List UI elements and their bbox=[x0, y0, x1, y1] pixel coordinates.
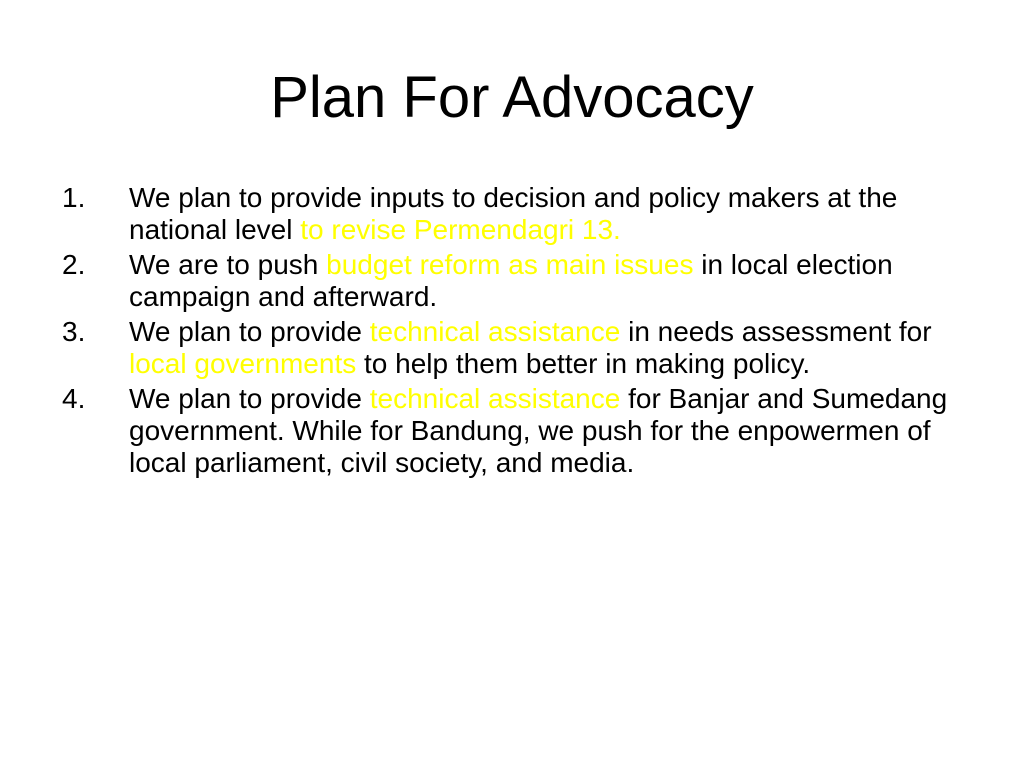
text-segment: in local election campaign and afterward. bbox=[129, 249, 893, 312]
item-text bbox=[129, 182, 897, 245]
text-segment: to help them better in making policy. bbox=[356, 348, 811, 379]
highlighted-text-segment: budget reform as main issues bbox=[326, 249, 694, 280]
highlighted-text-segment: technical assistance bbox=[369, 383, 621, 414]
text-segment: for Banjar and Sumedang government. While for Bandung, we push for the enpowermen of local parliament, civil society, and media. bbox=[129, 383, 948, 478]
item-number: 1. bbox=[62, 182, 86, 213]
text-segment: We plan to provide bbox=[129, 316, 370, 347]
advocacy-plan-list bbox=[62, 182, 982, 482]
item-number: 2. bbox=[62, 249, 86, 280]
highlighted-text-segment: technical assistance bbox=[369, 316, 621, 347]
highlighted-text-segment: local governments bbox=[129, 348, 357, 379]
item-number: 4. bbox=[62, 383, 86, 414]
list-item bbox=[62, 249, 982, 313]
text-segment: in needs assessment for bbox=[620, 316, 932, 347]
slide-title: Plan For Advocacy bbox=[270, 65, 754, 130]
highlighted-text-segment: to revise Permendagri 13. bbox=[300, 214, 621, 245]
text-segment: We plan to provide bbox=[129, 383, 370, 414]
list-item bbox=[62, 182, 982, 246]
list-item bbox=[62, 316, 982, 380]
item-text bbox=[129, 316, 932, 379]
item-number: 3. bbox=[62, 316, 86, 347]
text-segment: We plan to provide inputs to decision and policy makers at the national level bbox=[129, 182, 898, 245]
item-text bbox=[129, 249, 893, 312]
list-item bbox=[62, 383, 982, 479]
text-segment: We are to push bbox=[129, 249, 327, 280]
item-text bbox=[129, 383, 947, 478]
